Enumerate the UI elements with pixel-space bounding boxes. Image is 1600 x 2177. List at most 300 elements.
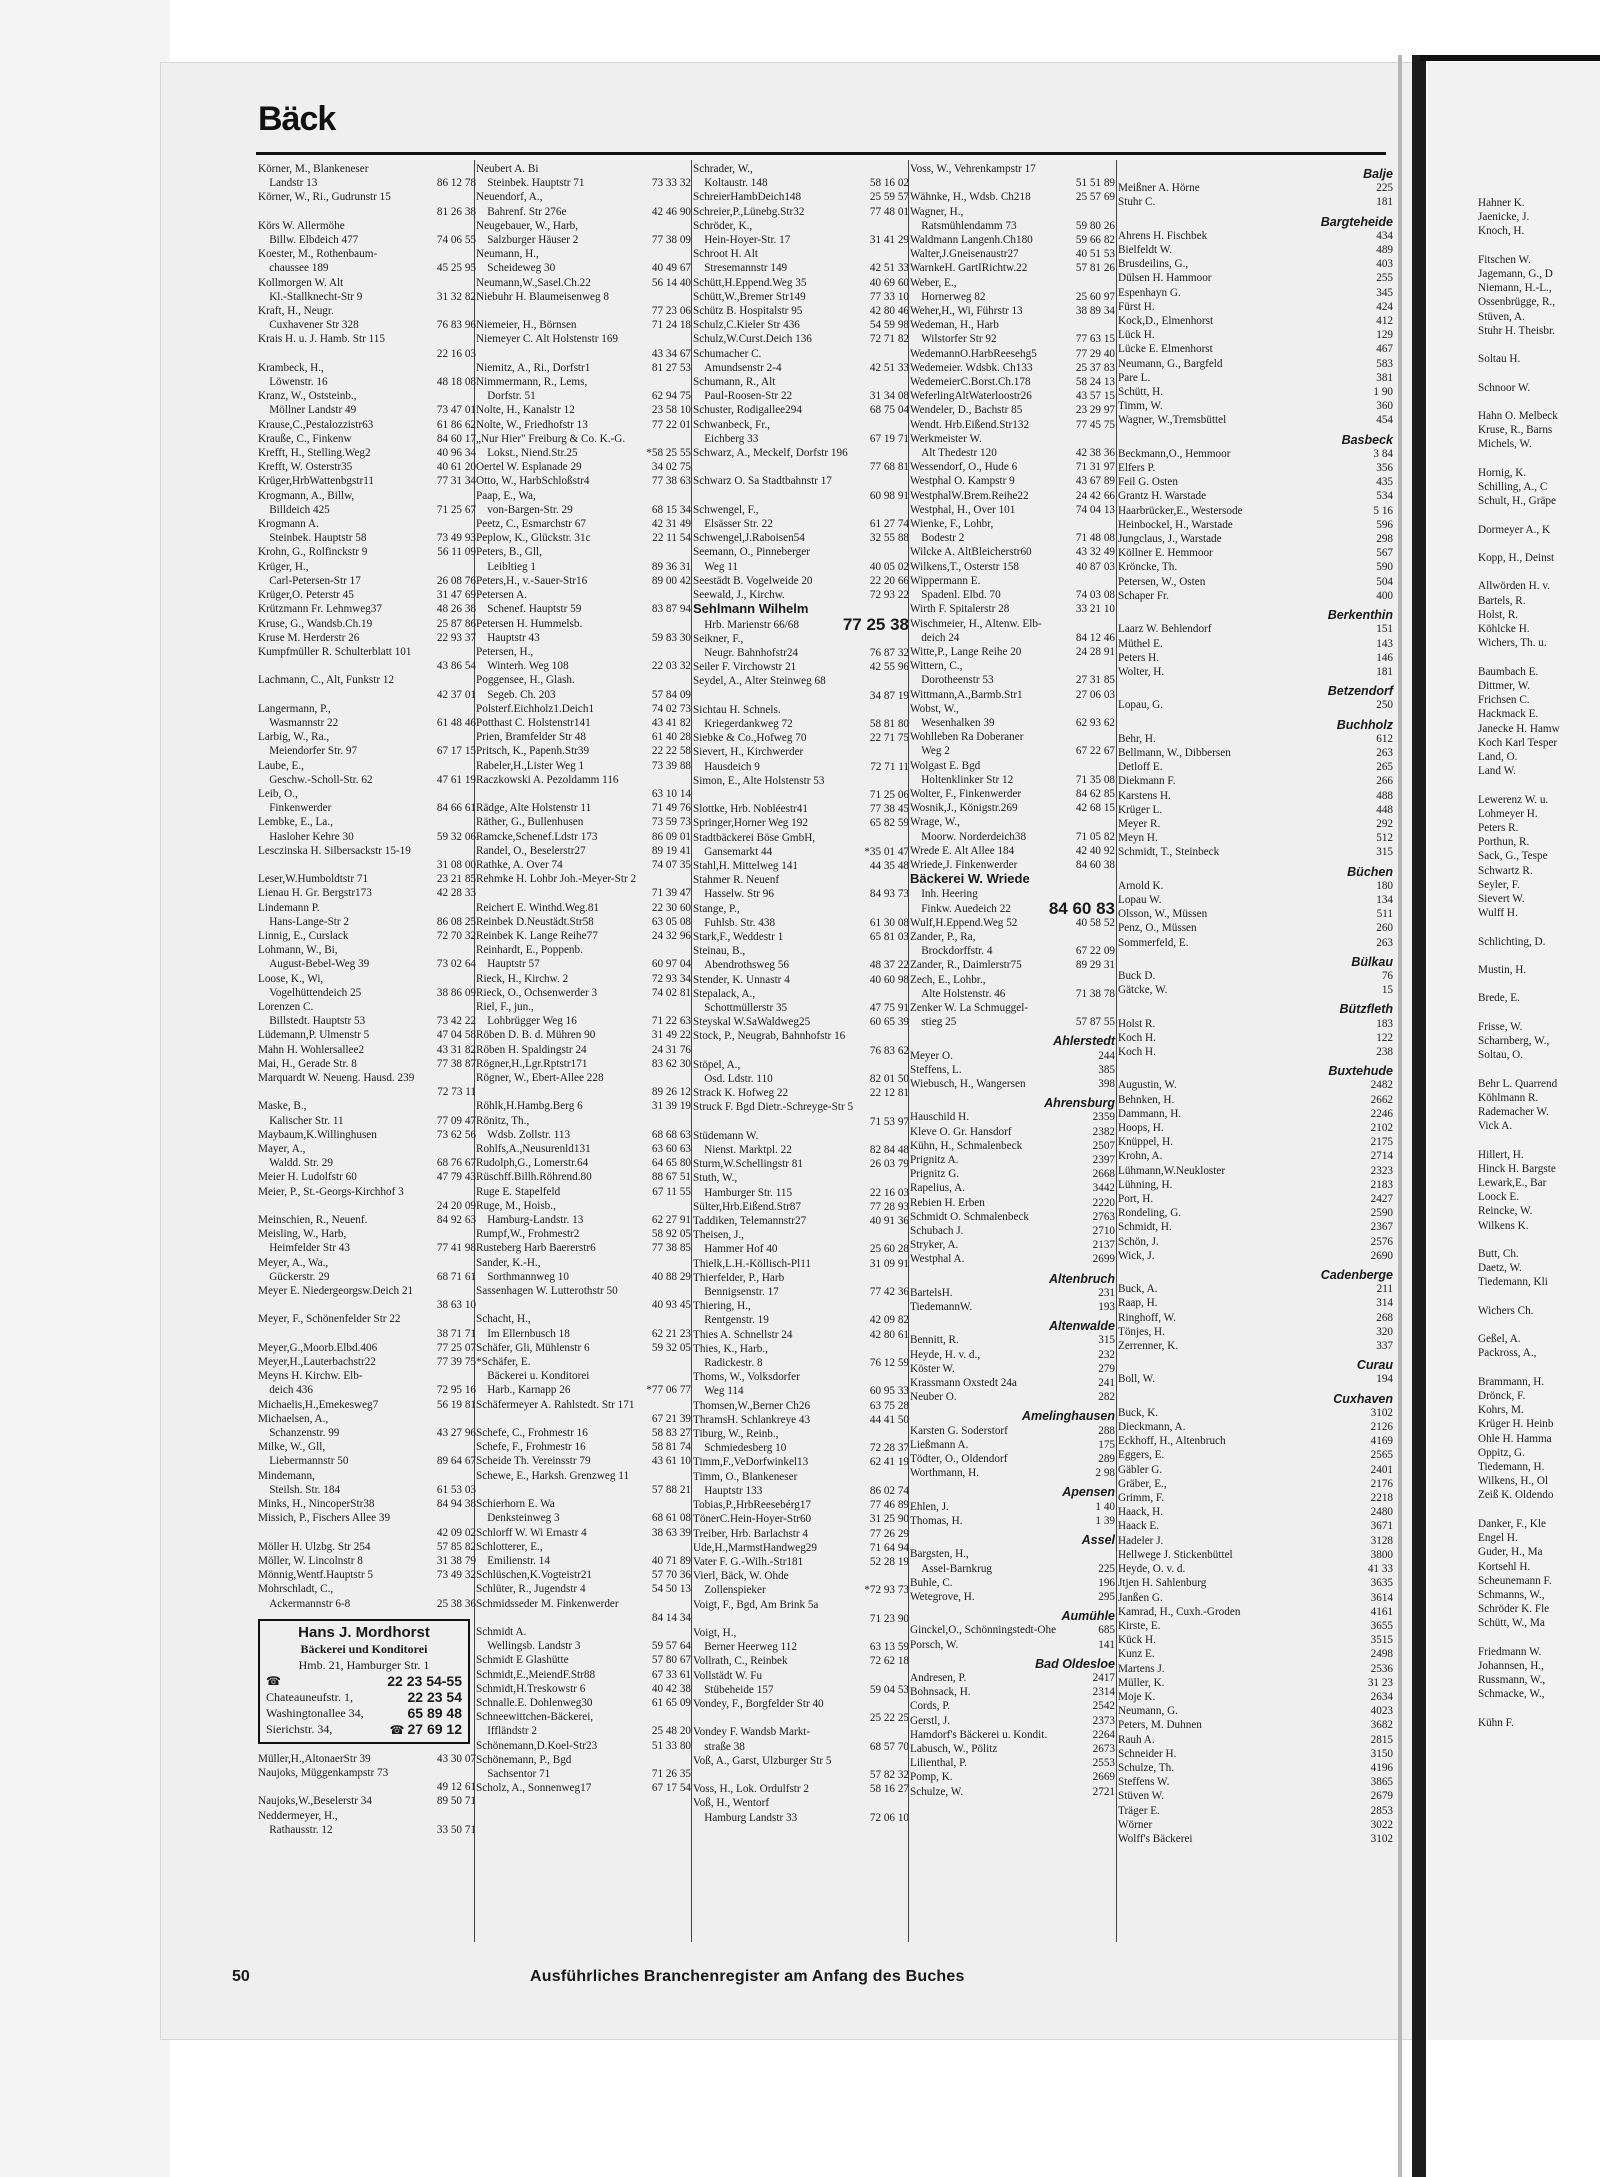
ad-subtitle: Bäckerei und Konditorei bbox=[300, 1641, 428, 1656]
entry-phone: 62 41 19 bbox=[869, 1456, 909, 1469]
entry-name: Ehlen, J. bbox=[910, 1500, 949, 1513]
entry-phone: 2498 bbox=[1370, 1648, 1393, 1661]
entry-name: Hasselw. Str 96 bbox=[693, 888, 774, 901]
adjacent-entry: Sievert W. bbox=[1478, 892, 1525, 905]
adjacent-entry: Kruse, R., Barns bbox=[1478, 424, 1553, 437]
entry-name: Stüdemann W. bbox=[693, 1129, 759, 1142]
directory-entry bbox=[258, 830, 476, 844]
adjacent-entry: Danker, F., Kle bbox=[1478, 1517, 1546, 1530]
directory-entry bbox=[476, 403, 691, 417]
directory-entry bbox=[258, 1412, 476, 1426]
entry-phone: 265 bbox=[1376, 761, 1393, 774]
entry-name: Buhle, C. bbox=[910, 1576, 953, 1589]
entry-name: Schulz,C.Kieler Str 436 bbox=[693, 319, 800, 332]
entry-name: Schenef. Hauptstr 59 bbox=[476, 603, 582, 616]
entry-phone: 67 22 09 bbox=[1075, 945, 1115, 958]
entry-name: Finkw. Auedeich 22 bbox=[910, 902, 1011, 915]
directory-entry bbox=[1118, 1519, 1393, 1533]
entry-name: Stender, K. Unnastr 4 bbox=[693, 973, 790, 986]
directory-entry bbox=[258, 347, 476, 361]
directory-entry bbox=[693, 332, 909, 346]
entry-name: Mohrschladt, C., bbox=[258, 1583, 334, 1596]
directory-entry bbox=[258, 1312, 476, 1326]
entry-name: Ringhoff, W. bbox=[1118, 1311, 1176, 1324]
entry-name: Billdeich 425 bbox=[258, 503, 330, 516]
entry-name: Seewald, J., Kirchw. bbox=[693, 589, 785, 602]
entry-phone: 82 84 48 bbox=[869, 1144, 909, 1157]
entry-name: Holst R. bbox=[1118, 1017, 1156, 1030]
directory-entry bbox=[476, 190, 691, 204]
entry-phone: 84 60 17 bbox=[436, 432, 476, 445]
entry-name: Rohlfs,A.,Neusurenld131 bbox=[476, 1143, 591, 1156]
directory-entry bbox=[258, 602, 476, 616]
directory-entry bbox=[258, 503, 476, 517]
entry-phone: 2264 bbox=[1092, 1728, 1115, 1741]
entry-name: Rehmke H. Lohbr Joh.-Meyer-Str 2 bbox=[476, 873, 637, 886]
scan-margin bbox=[0, 0, 170, 2177]
directory-entry bbox=[1118, 560, 1393, 574]
directory-entry bbox=[476, 929, 691, 943]
entry-name: Krassmann Oxstedt 24a bbox=[910, 1377, 1017, 1390]
directory-entry bbox=[258, 1766, 476, 1780]
directory-entry bbox=[910, 773, 1115, 787]
directory-entry bbox=[476, 872, 691, 886]
directory-entry bbox=[476, 1270, 691, 1284]
entry-name: Rathke, A. Over 74 bbox=[476, 858, 563, 871]
directory-entry bbox=[910, 1685, 1115, 1699]
entry-name: Meisling, W., Harb, bbox=[258, 1228, 347, 1241]
adjacent-entry bbox=[1478, 239, 1598, 253]
entry-name: Rieck, O., Ochsenwerder 3 bbox=[476, 986, 598, 999]
entry-name: Stark,F., Weddestr 1 bbox=[693, 930, 784, 943]
entry-name: Brusdeilins, G., bbox=[1118, 258, 1189, 271]
directory-entry bbox=[693, 474, 909, 488]
directory-entry bbox=[693, 1299, 909, 1313]
directory-entry bbox=[910, 517, 1115, 531]
directory-entry bbox=[476, 1426, 691, 1440]
entry-phone: 59 83 30 bbox=[651, 631, 691, 644]
directory-entry bbox=[693, 290, 909, 304]
entry-name: Worthmann, H. bbox=[910, 1467, 980, 1480]
entry-name: Kröncke, Th. bbox=[1118, 561, 1178, 574]
entry-name: Missich, P., Fischers Allee 39 bbox=[258, 1512, 391, 1525]
entry-phone: 71 25 06 bbox=[869, 788, 909, 801]
directory-entry bbox=[476, 574, 691, 588]
entry-phone: 2668 bbox=[1092, 1168, 1115, 1181]
phone-icon: ☎ bbox=[266, 1673, 281, 1688]
adjacent-entry: Kühn F. bbox=[1478, 1716, 1514, 1729]
adjacent-entry: Seyler, F. bbox=[1478, 878, 1520, 891]
entry-phone: 181 bbox=[1376, 665, 1393, 678]
entry-phone: 2314 bbox=[1092, 1686, 1115, 1699]
entry-phone: 73 49 93 bbox=[436, 532, 476, 545]
directory-entry bbox=[693, 219, 909, 233]
entry-name: Hamburger Str. 115 bbox=[693, 1186, 793, 1199]
directory-entry bbox=[693, 233, 909, 247]
entry-phone: 38 63 10 bbox=[436, 1299, 476, 1312]
entry-name: Zerrenner, K. bbox=[1118, 1340, 1179, 1353]
directory-entry bbox=[258, 1000, 476, 1014]
directory-entry bbox=[693, 318, 909, 332]
entry-name: Wilstorfer Str 92 bbox=[910, 333, 997, 346]
adjacent-entry bbox=[1478, 338, 1598, 352]
entry-name: Winterh. Weg 108 bbox=[476, 660, 569, 673]
directory-entry bbox=[476, 1227, 691, 1241]
adjacent-entry bbox=[1478, 452, 1598, 466]
entry-phone: 2427 bbox=[1370, 1193, 1393, 1206]
entry-phone: 2673 bbox=[1092, 1742, 1115, 1755]
entry-name: Meyer, A., Wa., bbox=[258, 1256, 329, 1269]
directory-entry bbox=[693, 1044, 909, 1058]
directory-entry bbox=[693, 674, 909, 688]
ad-branch-phone: 22 23 54 bbox=[407, 1688, 462, 1705]
entry-name: Hein-Hoyer-Str. 17 bbox=[693, 234, 791, 247]
entry-name: Möller, W. Lincolnstr 8 bbox=[258, 1554, 363, 1567]
directory-entry bbox=[1118, 399, 1393, 413]
directory-entry bbox=[476, 1398, 691, 1412]
directory-entry bbox=[1118, 1093, 1393, 1107]
entry-name: Werkmeister W. bbox=[910, 432, 982, 445]
entry-name: WedemeierC.Borst.Ch.178 bbox=[910, 376, 1031, 389]
entry-name: Schwengel,J.Raboisen54 bbox=[693, 532, 805, 545]
directory-entry bbox=[258, 787, 476, 801]
directory-entry bbox=[693, 703, 909, 717]
directory-entry bbox=[476, 1781, 691, 1795]
directory-entry bbox=[910, 1714, 1115, 1728]
place-heading: Bülkau bbox=[1351, 954, 1393, 969]
entry-name: Milke, W., Gll, bbox=[258, 1441, 326, 1454]
directory-entry bbox=[258, 304, 476, 318]
entry-phone: 60 98 91 bbox=[869, 489, 909, 502]
entry-phone: 2714 bbox=[1370, 1150, 1393, 1163]
entry-name: Voss, H., Lok. Ordulfstr 2 bbox=[693, 1783, 810, 1796]
directory-entry bbox=[258, 759, 476, 773]
entry-phone: 56 11 09 bbox=[437, 546, 476, 559]
directory-entry bbox=[693, 1029, 909, 1043]
entry-name: Lilienthal, P. bbox=[910, 1757, 967, 1770]
entry-name: Krüger,HrbWattenbgstr11 bbox=[258, 475, 374, 488]
directory-entry bbox=[1118, 1463, 1393, 1477]
directory-entry bbox=[693, 1796, 909, 1810]
entry-phone: 146 bbox=[1376, 651, 1393, 664]
entry-name: Mahn H. Wohlersallee2 bbox=[258, 1043, 365, 1056]
entry-name: Vogelhüttendeich 25 bbox=[258, 986, 362, 999]
entry-name: Treiber, Hrb. Barlachstr 4 bbox=[693, 1527, 809, 1540]
directory-entry bbox=[910, 1348, 1115, 1362]
entry-name: Zander, R., Daimlerstr75 bbox=[910, 959, 1022, 972]
entry-name: Segeb. Ch. 203 bbox=[476, 688, 556, 701]
entry-name: Vater F. G.-Wilh.-Str181 bbox=[693, 1555, 804, 1568]
entry-name: Sievert, H., Kirchwerder bbox=[693, 746, 804, 759]
directory-entry bbox=[1118, 1372, 1393, 1386]
entry-name: Krüger,O. Peterstr 45 bbox=[258, 589, 354, 602]
entry-name: Peters,H., v.-Sauer-Str16 bbox=[476, 574, 588, 587]
entry-name: Karsten G. Soderstorf bbox=[910, 1424, 1008, 1437]
entry-phone: 24 31 76 bbox=[651, 1043, 691, 1056]
entry-name: Lachmann, C., Alt, Funkstr 12 bbox=[258, 674, 395, 687]
entry-phone: 68 68 63 bbox=[651, 1128, 691, 1141]
entry-name: Lück H. bbox=[1118, 329, 1155, 342]
directory-entry bbox=[476, 1639, 691, 1653]
entry-name: Rabeler,H.,Lister Weg 1 bbox=[476, 759, 585, 772]
entry-phone: 65 81 03 bbox=[869, 930, 909, 943]
entry-name: Stepalack, A., bbox=[693, 987, 756, 1000]
entry-name: Prignitz G. bbox=[910, 1168, 960, 1181]
entry-phone: 282 bbox=[1098, 1391, 1115, 1404]
entry-name: Kirste, E. bbox=[1118, 1619, 1161, 1632]
entry-name: Lindemann P. bbox=[258, 901, 320, 914]
directory-entry bbox=[910, 688, 1115, 702]
directory-entry bbox=[476, 1213, 691, 1227]
entry-phone: 25 57 69 bbox=[1075, 191, 1115, 204]
directory-entry bbox=[476, 1312, 691, 1326]
entry-name: Wittern, C., bbox=[910, 660, 963, 673]
directory-entry bbox=[910, 1063, 1115, 1077]
entry-name: Rentgenstr. 19 bbox=[693, 1314, 769, 1327]
entry-name: Wirth F. Spitalerstr 28 bbox=[910, 603, 1010, 616]
entry-phone: 241 bbox=[1098, 1377, 1115, 1390]
entry-phone: 25 59 57 bbox=[869, 191, 909, 204]
directory-entry bbox=[1118, 746, 1393, 760]
entry-phone: 41 33 bbox=[1367, 1563, 1393, 1576]
directory-entry bbox=[910, 787, 1115, 801]
entry-phone: 89 64 67 bbox=[436, 1455, 476, 1468]
directory-entry bbox=[258, 1752, 476, 1766]
entry-phone: 260 bbox=[1376, 922, 1393, 935]
adjacent-entry: Peters R. bbox=[1478, 821, 1519, 834]
place-heading: Altenbruch bbox=[1049, 1271, 1115, 1286]
entry-phone: 63 60 63 bbox=[651, 1143, 691, 1156]
directory-entry bbox=[476, 972, 691, 986]
directory-entry bbox=[693, 1754, 909, 1768]
directory-entry bbox=[693, 1583, 909, 1597]
entry-phone: 63 10 14 bbox=[651, 787, 691, 800]
entry-name: Raczkowski A. Pezoldamm 116 bbox=[476, 773, 619, 786]
directory-entry bbox=[1118, 475, 1393, 489]
directory-entry bbox=[258, 702, 476, 716]
entry-phone: 175 bbox=[1098, 1438, 1115, 1451]
entry-phone: 534 bbox=[1376, 490, 1393, 503]
entry-phone: 3515 bbox=[1370, 1634, 1393, 1647]
entry-phone: 49 12 61 bbox=[436, 1781, 476, 1794]
entry-phone: 73 49 32 bbox=[436, 1569, 476, 1582]
entry-name: Peters, B., Gll, bbox=[476, 546, 542, 559]
entry-phone: 52 28 19 bbox=[869, 1555, 909, 1568]
directory-entry bbox=[693, 632, 909, 646]
directory-entry bbox=[476, 1540, 691, 1554]
entry-phone: 61 48 46 bbox=[436, 716, 476, 729]
directory-entry bbox=[910, 1252, 1115, 1266]
directory-entry bbox=[1118, 357, 1393, 371]
directory-entry bbox=[476, 815, 691, 829]
entry-phone: 77 63 15 bbox=[1075, 333, 1115, 346]
entry-name: Schumacher C. bbox=[693, 347, 762, 360]
entry-name: Körner, M., Blankeneser bbox=[258, 163, 369, 175]
advertisement-box bbox=[258, 1619, 470, 1744]
directory-entry bbox=[476, 1256, 691, 1270]
directory-entry bbox=[476, 773, 691, 787]
directory-entry bbox=[476, 1582, 691, 1596]
entry-name: Schacht, H., bbox=[476, 1313, 531, 1326]
place-heading: Curau bbox=[1356, 1358, 1393, 1373]
directory-entry bbox=[258, 489, 476, 503]
entry-name: Kalischer Str. 11 bbox=[258, 1114, 344, 1127]
entry-name: Wosnik,J., Königstr.269 bbox=[910, 802, 1018, 815]
entry-name: Weg 11 bbox=[693, 560, 738, 573]
adjacent-entry: Knoch, H. bbox=[1478, 225, 1525, 238]
entry-name: Ruge E. Stapelfeld bbox=[476, 1185, 561, 1198]
entry-name: Stöpel, A., bbox=[693, 1058, 741, 1071]
entry-phone: 59 04 53 bbox=[869, 1683, 909, 1696]
adjacent-entry: Lohmeyer H. bbox=[1478, 807, 1538, 820]
directory-entry bbox=[258, 403, 476, 417]
entry-phone: 48 18 08 bbox=[436, 376, 476, 389]
adjacent-entry: Frisse, W. bbox=[1478, 1020, 1523, 1033]
adjacent-entry: Wilkens K. bbox=[1478, 1219, 1529, 1232]
entry-name: Meyer O. bbox=[910, 1049, 953, 1062]
entry-name: Thomsen,W.,Berner Ch26 bbox=[693, 1399, 811, 1412]
entry-phone: 76 83 62 bbox=[869, 1044, 909, 1057]
entry-name: straße 38 bbox=[693, 1740, 745, 1753]
entry-phone: 68 15 34 bbox=[651, 503, 691, 516]
entry-name: Räther, G., Bullenhusen bbox=[476, 816, 584, 829]
entry-phone: 289 bbox=[1098, 1453, 1115, 1466]
directory-entry bbox=[1118, 1206, 1393, 1220]
directory-entry bbox=[910, 205, 1115, 219]
adjacent-entry: Schult, H., Gräpe bbox=[1478, 495, 1556, 508]
entry-phone: 25 60 97 bbox=[1075, 290, 1115, 303]
entry-name: Krogmann, A., Billw, bbox=[258, 489, 355, 502]
entry-name: Maybaum,K.Willinghusen bbox=[258, 1128, 377, 1141]
directory-entry bbox=[693, 1370, 909, 1384]
adjacent-entry: Jagemann, G., D bbox=[1478, 268, 1553, 281]
directory-entry bbox=[693, 247, 909, 261]
directory-entry bbox=[476, 702, 691, 716]
entry-name: Schneewittchen-Bäckerei, bbox=[476, 1711, 594, 1724]
directory-entry bbox=[693, 1455, 909, 1469]
directory-entry bbox=[910, 916, 1115, 930]
entry-name: Sturm,W.Schellingstr 81 bbox=[693, 1158, 803, 1171]
entry-name: Steinbek. Hauptstr 58 bbox=[258, 532, 367, 545]
entry-phone: 51 33 80 bbox=[651, 1739, 691, 1752]
directory-entry bbox=[910, 389, 1115, 403]
adjacent-entry bbox=[1478, 1503, 1598, 1517]
directory-entry bbox=[476, 1128, 691, 1142]
entry-name: Wick, J. bbox=[1118, 1249, 1155, 1262]
entry-name: Wilkens,T., Osterstr 158 bbox=[910, 560, 1020, 573]
directory-entry bbox=[476, 261, 691, 275]
directory-entry bbox=[258, 1185, 476, 1199]
entry-name: Wähnke, H., Wdsb. Ch218 bbox=[910, 191, 1031, 204]
directory-entry bbox=[1118, 1107, 1393, 1121]
directory-entry bbox=[476, 545, 691, 559]
adjacent-entry: Dittmer, W. bbox=[1478, 679, 1531, 692]
entry-phone: 360 bbox=[1376, 400, 1393, 413]
directory-entry bbox=[258, 233, 476, 247]
directory-entry bbox=[910, 233, 1115, 247]
adjacent-entry: Koch Karl Tesper bbox=[1478, 736, 1558, 749]
entry-name: Porsch, W. bbox=[910, 1638, 959, 1651]
directory-entry bbox=[476, 1284, 691, 1298]
adjacent-entry: Schlichting, D. bbox=[1478, 935, 1546, 948]
entry-phone: 23 29 97 bbox=[1075, 404, 1115, 417]
entry-phone: 58 81 80 bbox=[869, 717, 909, 730]
entry-name: Köster W. bbox=[910, 1362, 955, 1375]
ad-phone: 22 23 54-55 bbox=[387, 1672, 462, 1689]
entry-name: Paap, E., Wa, bbox=[476, 489, 536, 502]
directory-entry bbox=[258, 986, 476, 1000]
entry-name: Schlüschen,K.Vogteistr21 bbox=[476, 1569, 593, 1582]
entry-name: Meyn H. bbox=[1118, 832, 1158, 845]
place-heading: Amelinghausen bbox=[1021, 1409, 1115, 1424]
directory-entry bbox=[693, 446, 909, 460]
entry-name: Struck F. Bgd Dietr.-Schreyge-Str 5 bbox=[693, 1101, 854, 1114]
directory-entry bbox=[1118, 879, 1393, 893]
entry-name: Vierl, Bäck, W. Ohde bbox=[693, 1570, 789, 1583]
entry-name: Fürst H. bbox=[1118, 300, 1155, 313]
entry-phone: 74 03 08 bbox=[1075, 589, 1115, 602]
entry-phone: 43 30 07 bbox=[436, 1752, 476, 1765]
entry-name: Bahrenf. Str 276e bbox=[476, 205, 567, 218]
directory-entry bbox=[476, 361, 691, 375]
directory-entry bbox=[693, 873, 909, 887]
entry-name: Heimfelder Str 43 bbox=[258, 1242, 350, 1255]
directory-entry bbox=[476, 986, 691, 1000]
entry-phone: 181 bbox=[1376, 196, 1393, 209]
entry-name: Wesenhalken 39 bbox=[910, 716, 995, 729]
directory-entry bbox=[910, 1167, 1115, 1181]
entry-phone: 40 58 52 bbox=[1075, 916, 1115, 929]
directory-entry bbox=[910, 1671, 1115, 1685]
entry-phone: 71 38 78 bbox=[1075, 987, 1115, 1000]
entry-phone: 143 bbox=[1376, 637, 1393, 650]
directory-entry bbox=[1118, 447, 1393, 461]
entry-phone: 43 27 96 bbox=[436, 1427, 476, 1440]
entry-phone: 488 bbox=[1376, 789, 1393, 802]
entry-name: Timm, O., Blankeneser bbox=[693, 1470, 798, 1483]
directory-entry bbox=[1118, 1249, 1393, 1263]
entry-name: ThramsH. Schlankreye 43 bbox=[693, 1413, 811, 1426]
directory-entry bbox=[1118, 1420, 1393, 1434]
adjacent-entry bbox=[1478, 1133, 1598, 1147]
directory-entry bbox=[1118, 817, 1393, 831]
entry-name: Schottmüllerstr 35 bbox=[693, 1001, 788, 1014]
entry-phone: 2126 bbox=[1370, 1421, 1393, 1434]
directory-column-4 bbox=[910, 162, 1115, 1799]
entry-name: Olsson, W., Müssen bbox=[1118, 908, 1208, 921]
adjacent-entry: Soltau, O. bbox=[1478, 1049, 1524, 1062]
adjacent-entry: Lewerenz W. u. bbox=[1478, 793, 1549, 806]
entry-name: Schäfermeyer A. Rahlstedt. Str 171 bbox=[476, 1398, 635, 1411]
entry-name: Hadeler J. bbox=[1118, 1534, 1164, 1547]
directory-entry bbox=[693, 660, 909, 674]
directory-entry bbox=[693, 1171, 909, 1185]
directory-entry bbox=[258, 219, 476, 233]
entry-phone: 74 06 55 bbox=[436, 234, 476, 247]
adjacent-entry: Ohle H. Hamma bbox=[1478, 1432, 1552, 1445]
entry-phone: 56 19 81 bbox=[436, 1398, 476, 1411]
entry-phone: 77 38 09 bbox=[651, 234, 691, 247]
entry-name: Seiler F. Virchowstr 21 bbox=[693, 661, 797, 674]
entry-phone: 89 26 12 bbox=[651, 1086, 691, 1099]
entry-name: Thomas, H. bbox=[910, 1514, 963, 1527]
directory-entry bbox=[476, 1341, 691, 1355]
entry-name: Schmiedesberg 10 bbox=[693, 1442, 787, 1455]
directory-entry bbox=[258, 858, 476, 872]
entry-phone: 22 12 81 bbox=[869, 1087, 909, 1100]
directory-entry bbox=[1118, 921, 1393, 935]
directory-entry bbox=[1118, 532, 1393, 546]
